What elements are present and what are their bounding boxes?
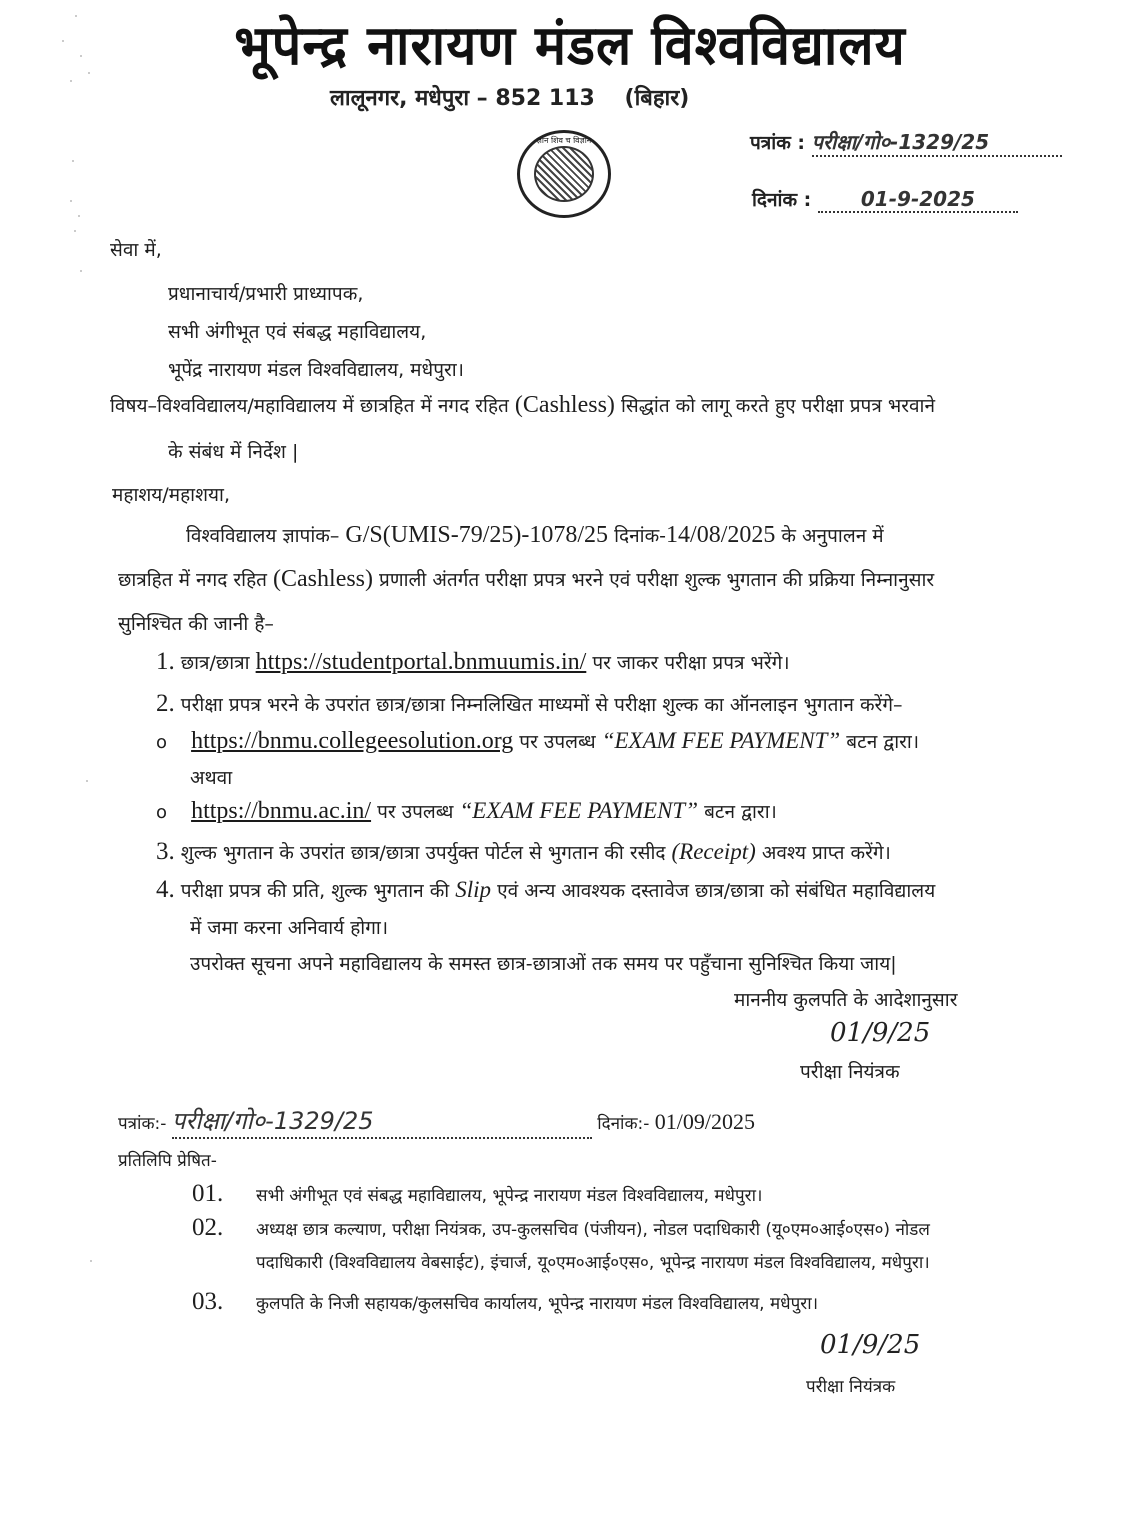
body-text: प्रणाली अंतर्गत परीक्षा प्रपत्र भरने एवं परीक्षा शुल्क भुगतान की प्रक्रिया निम्नानुसार xyxy=(373,569,935,591)
step-1 xyxy=(156,648,790,676)
copy-item-text: अध्यक्ष छात्र कल्याण, परीक्षा नियंत्रक, उप-कुलसचिव (पंजीयन), नोडल पदाधिकारी (यू०एम०आई०एस०) नोडल xyxy=(256,1220,930,1240)
state-text: (बिहार) xyxy=(624,86,690,111)
step-number: 2. xyxy=(156,690,175,717)
copy-item-1 xyxy=(192,1180,762,1208)
bullet-icon: o xyxy=(156,802,168,823)
body-paragraph-line-1 xyxy=(186,522,884,549)
step-text: छात्र/छात्रा xyxy=(180,652,256,674)
copy-ref-value: परीक्षा/गो०-1329/25 xyxy=(172,1104,592,1139)
step-text: परीक्षा प्रपत्र भरने के उपरांत छात्र/छात्रा निम्नलिखित माध्यमों से परीक्षा शुल्क का ऑनलाइन भुगतान करेंगे– xyxy=(180,694,903,716)
salutation-to: सेवा में, xyxy=(110,239,162,261)
body-paragraph-line-2 xyxy=(118,566,934,593)
body-text: विश्वविद्यालय ज्ञापांक– xyxy=(186,525,346,547)
step-text: परीक्षा प्रपत्र की प्रति, शुल्क भुगतान की xyxy=(180,880,456,902)
university-name: भूपेन्द्र नारायण मंडल विश्वविद्यालय xyxy=(234,14,906,78)
address-text: लालूनगर, मधेपुरा – 852 113 xyxy=(330,86,595,111)
letter-number xyxy=(750,128,1062,157)
copy-forwarded: प्रतिलिपि प्रेषित- xyxy=(118,1151,217,1171)
body-paragraph-line-3: सुनिश्चित की जानी है– xyxy=(118,613,274,635)
copy-item-number: 02. xyxy=(192,1214,224,1241)
letter-number-label: पत्रांक : xyxy=(750,132,806,154)
signatory-2: परीक्षा नियंत्रक xyxy=(806,1377,896,1397)
university-address xyxy=(330,82,689,112)
body-text: के अनुपालन में xyxy=(775,525,884,547)
step-3 xyxy=(156,838,891,866)
copy-item-text: सभी अंगीभूत एवं संबद्ध महाविद्यालय, भूपेन्द्र नारायण मंडल विश्वविद्यालय, मधेपुरा। xyxy=(256,1186,763,1206)
signature-1: 01/9/25 xyxy=(830,1018,931,1048)
seal-text: ज्ञान शिव च विज्ञान xyxy=(536,136,592,145)
exam-fee-payment-label: “EXAM FEE PAYMENT” xyxy=(459,798,699,823)
collegeesolution-link[interactable]: https://bnmu.collegeesolution.org xyxy=(191,728,514,754)
closing-notice: उपरोक्त सूचना अपने महाविद्यालय के समस्त छात्र-छात्राओं तक समय पर पहुँचाना सुनिश्चित किया जाय| xyxy=(190,953,897,975)
copy-item-2-line-2: पदाधिकारी (विश्वविद्यालय वेबसाईट), इंचार्ज, यू०एम०आई०एस०, भूपेन्द्र नारायण मंडल विश्वविद्यालय, मधेपुरा। xyxy=(256,1253,930,1273)
body-text: दिनांक- xyxy=(608,525,667,547)
step-text: अवश्य प्राप्त करेंगे। xyxy=(755,842,891,864)
step-text: बटन द्वारा। xyxy=(840,731,920,753)
step-4-line-2: में जमा करना अनिवार्य होगा। xyxy=(190,917,389,939)
letter-date xyxy=(752,186,1018,213)
closing-order: माननीय कुलपति के आदेशानुसार xyxy=(734,989,958,1011)
letter-number-value: परीक्षा/गो०-1329/25 xyxy=(812,128,1062,157)
step-text: शुल्क भुगतान के उपरांत छात्र/छात्रा उपर्युक्त पोर्टल से भुगतान की रसीद xyxy=(180,842,672,864)
step-number: 1. xyxy=(156,648,175,675)
subject-line xyxy=(110,392,935,419)
memo-date: 14/08/2025 xyxy=(666,522,776,548)
copy-date-value: 01/09/2025 xyxy=(654,1109,756,1134)
student-portal-link[interactable]: https://studentportal.bnmuumis.in/ xyxy=(255,649,587,675)
step-text: पर जाकर परीक्षा प्रपत्र भरेंगे। xyxy=(586,652,790,674)
exam-fee-payment-label: “EXAM FEE PAYMENT” xyxy=(601,728,841,753)
body-text: छात्रहित में नगद रहित xyxy=(118,569,274,591)
letter-date-value: 01-9-2025 xyxy=(818,187,1018,213)
copy-item-number: 01. xyxy=(192,1180,224,1207)
subject-text-2: सिद्धांत को लागू करते हुए परीक्षा प्रपत्र भरवाने xyxy=(614,395,935,417)
receipt-text: (Receipt) xyxy=(671,839,756,864)
bullet-icon: o xyxy=(156,732,168,753)
greeting: महाशय/महाशया, xyxy=(112,484,230,506)
slip-text: Slip xyxy=(455,877,492,902)
copy-item-text: कुलपति के निजी सहायक/कुलसचिव कार्यालय, भूपेन्द्र नारायण मंडल विश्वविद्यालय, मधेपुरा। xyxy=(256,1294,819,1314)
step-number: 4. xyxy=(156,876,175,903)
step-2 xyxy=(156,690,903,718)
or-text: अथवा xyxy=(190,767,233,789)
step-text: पर उपलब्ध xyxy=(513,731,602,753)
subject-text: विषय–विश्वविद्यालय/महाविद्यालय में छात्रहित में नगद रहित xyxy=(110,395,515,417)
copy-item-3 xyxy=(192,1288,818,1316)
signature-2: 01/9/25 xyxy=(820,1330,921,1360)
copy-item-number: 03. xyxy=(192,1288,224,1315)
recipient-line: भूपेंद्र नारायण मंडल विश्वविद्यालय, मधेपुरा। xyxy=(168,359,464,381)
payment-option-2 xyxy=(156,798,777,825)
copy-ref-label: पत्रांक:- xyxy=(118,1114,167,1134)
recipient-line: प्रधानाचार्य/प्रभारी प्राध्यापक, xyxy=(168,283,364,305)
copy-item-2 xyxy=(192,1214,930,1242)
step-text: एवं अन्य आवश्यक दस्तावेज छात्र/छात्रा को संबंधित महाविद्यालय xyxy=(491,880,936,902)
signatory-1: परीक्षा नियंत्रक xyxy=(800,1061,900,1083)
step-4 xyxy=(156,876,935,904)
university-seal-icon xyxy=(517,130,611,218)
cashless-text: (Cashless) xyxy=(273,566,374,592)
recipient-line: सभी अंगीभूत एवं संबद्ध महाविद्यालय, xyxy=(168,321,427,343)
subject-line-2: के संबंध में निर्देश | xyxy=(168,441,299,463)
subject-cashless: (Cashless) xyxy=(514,392,615,418)
step-text: बटन द्वारा। xyxy=(698,801,777,823)
copy-reference xyxy=(118,1104,755,1139)
copy-date-label: दिनांक:- xyxy=(597,1114,650,1134)
memo-reference: G/S(UMIS-79/25)-1078/25 xyxy=(345,522,609,548)
step-text: पर उपलब्ध xyxy=(371,801,460,823)
payment-option-1 xyxy=(156,728,919,755)
bnmu-website-link[interactable]: https://bnmu.ac.in/ xyxy=(191,798,372,824)
letter-date-label: दिनांक : xyxy=(752,189,812,211)
step-number: 3. xyxy=(156,838,175,865)
